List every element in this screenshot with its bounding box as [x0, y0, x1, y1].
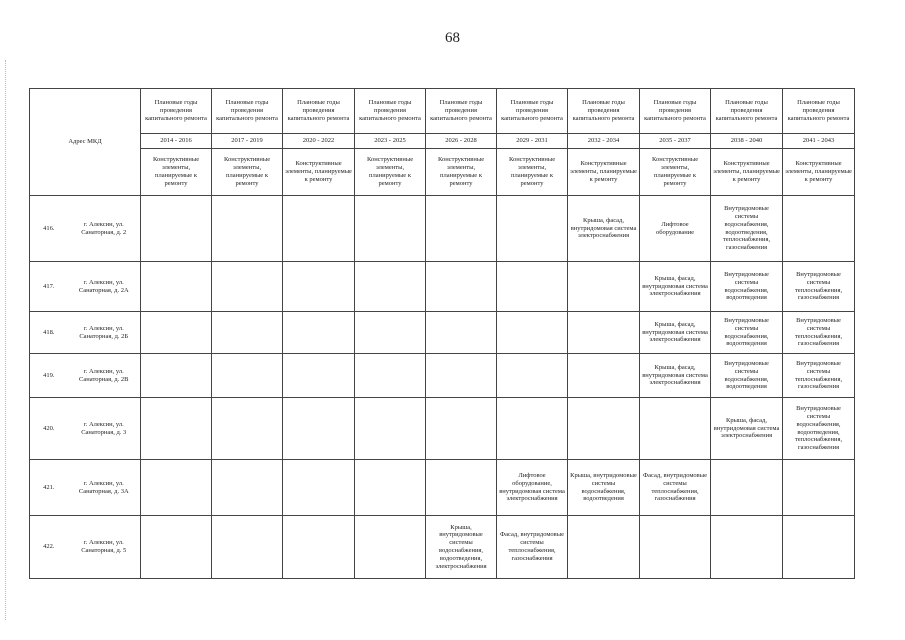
plan-years-header: Плановые годы проведения капитального ремонта	[426, 89, 497, 134]
repair-elements-cell	[141, 312, 212, 354]
repair-elements-cell	[426, 460, 497, 516]
repair-elements-cell	[568, 354, 640, 398]
elements-header: Конструктивные элементы, планируемые к ремонту	[568, 149, 640, 196]
repair-elements-cell	[497, 196, 568, 262]
row-number: 419.	[30, 354, 68, 398]
address-cell: г. Алексин, ул. Санаторная, д. 3А	[68, 460, 141, 516]
repair-elements-cell	[283, 196, 355, 262]
repair-elements-cell	[283, 516, 355, 579]
elements-header: Конструктивные элементы, планируемые к ремонту	[212, 149, 283, 196]
repair-elements-cell	[568, 312, 640, 354]
capital-repair-schedule-table	[29, 88, 855, 579]
elements-header: Конструктивные элементы, планируемые к ремонту	[711, 149, 783, 196]
table-row	[30, 312, 855, 354]
repair-elements-cell	[711, 460, 783, 516]
repair-elements-cell	[283, 398, 355, 460]
elements-header: Конструктивные элементы, планируемые к ремонту	[355, 149, 426, 196]
repair-elements-cell: Крыша, фасад, внутридомовая система электроснабжения	[640, 354, 711, 398]
row-number: 418.	[30, 312, 68, 354]
repair-elements-cell	[212, 262, 283, 312]
elements-header: Конструктивные элементы, планируемые к ремонту	[426, 149, 497, 196]
repair-elements-cell	[568, 398, 640, 460]
repair-elements-cell: Крыша, фасад, внутридомовая система электроснабжения	[640, 262, 711, 312]
repair-elements-cell	[568, 516, 640, 579]
table-row	[30, 354, 855, 398]
row-number: 422.	[30, 516, 68, 579]
repair-elements-cell	[283, 354, 355, 398]
plan-years-header: Плановые годы проведения капитального ремонта	[283, 89, 355, 134]
repair-elements-cell: Внутридомовые системы водоснабжения, водоотведения	[711, 262, 783, 312]
repair-elements-cell	[283, 262, 355, 312]
repair-elements-cell	[212, 312, 283, 354]
row-number: 417.	[30, 262, 68, 312]
repair-elements-cell	[355, 398, 426, 460]
repair-elements-cell	[141, 354, 212, 398]
repair-elements-cell	[355, 460, 426, 516]
margin-binding-marks	[5, 60, 12, 620]
repair-elements-cell	[640, 398, 711, 460]
plan-years-header: Плановые годы проведения капитального ремонта	[711, 89, 783, 134]
plan-years-header: Плановые годы проведения капитального ремонта	[783, 89, 855, 134]
repair-elements-cell	[355, 312, 426, 354]
repair-elements-cell	[212, 196, 283, 262]
address-column-header: Адрес МКД	[30, 89, 141, 196]
repair-elements-cell	[783, 196, 855, 262]
repair-elements-cell	[141, 196, 212, 262]
address-cell: г. Алексин, ул. Санаторная, д. 2В	[68, 354, 141, 398]
address-cell: г. Алексин, ул. Санаторная, д. 2	[68, 196, 141, 262]
repair-elements-cell: Внутридомовые системы водоснабжения, водоотведения, теплоснабжения, газоснабжения	[783, 398, 855, 460]
repair-elements-cell	[355, 196, 426, 262]
repair-elements-cell	[355, 516, 426, 579]
period-header: 2023 - 2025	[355, 134, 426, 149]
elements-header: Конструктивные элементы, планируемые к ремонту	[783, 149, 855, 196]
repair-elements-cell: Крыша, внутридомовые системы водоснабжения, водоотведения, электроснабжения	[426, 516, 497, 579]
repair-elements-cell	[355, 262, 426, 312]
repair-elements-cell	[212, 516, 283, 579]
period-header: 2020 - 2022	[283, 134, 355, 149]
table-row	[30, 398, 855, 460]
row-number: 420.	[30, 398, 68, 460]
repair-elements-cell	[141, 516, 212, 579]
repair-elements-cell	[426, 196, 497, 262]
plan-years-header: Плановые годы проведения капитального ремонта	[497, 89, 568, 134]
repair-elements-cell: Внутридомовые системы водоснабжения, водоотведения, теплоснабжения, газоснабжения	[711, 196, 783, 262]
repair-elements-cell	[283, 312, 355, 354]
repair-elements-cell: Внутридомовые системы теплоснабжения, газоснабжения	[783, 312, 855, 354]
repair-elements-cell: Крыша, фасад, внутридомовая система электроснабжения	[568, 196, 640, 262]
address-cell: г. Алексин, ул. Санаторная, д. 2Б	[68, 312, 141, 354]
repair-elements-cell	[141, 398, 212, 460]
repair-elements-cell	[497, 312, 568, 354]
period-header: 2026 - 2028	[426, 134, 497, 149]
table-row	[30, 196, 855, 262]
repair-elements-cell: Внутридомовые системы теплоснабжения, газоснабжения	[783, 354, 855, 398]
repair-elements-cell	[141, 460, 212, 516]
table-row	[30, 262, 855, 312]
repair-elements-cell	[497, 354, 568, 398]
repair-elements-cell	[426, 398, 497, 460]
elements-header: Конструктивные элементы, планируемые к ремонту	[640, 149, 711, 196]
repair-elements-cell	[426, 262, 497, 312]
repair-elements-cell: Крыша, фасад, внутридомовая система электроснабжения	[711, 398, 783, 460]
repair-elements-cell: Фасад, внутридомовые системы теплоснабжения, газоснабжения	[640, 460, 711, 516]
period-header: 2029 - 2031	[497, 134, 568, 149]
repair-elements-cell: Лифтовое оборудование	[640, 196, 711, 262]
period-header: 2035 - 2037	[640, 134, 711, 149]
repair-elements-cell	[640, 516, 711, 579]
repair-elements-cell: Крыша, внутридомовые системы водоснабжения, водоотведения	[568, 460, 640, 516]
row-number: 416.	[30, 196, 68, 262]
repair-elements-cell	[497, 398, 568, 460]
header-row-elements	[30, 149, 855, 196]
elements-header: Конструктивные элементы, планируемые к ремонту	[141, 149, 212, 196]
repair-elements-cell: Внутридомовые системы водоснабжения, водоотведения	[711, 312, 783, 354]
table-row	[30, 460, 855, 516]
repair-elements-cell	[426, 354, 497, 398]
row-number: 421.	[30, 460, 68, 516]
repair-elements-cell	[497, 262, 568, 312]
header-row-periods	[30, 134, 855, 149]
page-number: 68	[445, 30, 460, 46]
repair-elements-cell	[355, 354, 426, 398]
repair-elements-cell	[283, 460, 355, 516]
repair-elements-cell	[783, 516, 855, 579]
repair-elements-cell	[568, 262, 640, 312]
period-header: 2017 - 2019	[212, 134, 283, 149]
plan-years-header: Плановые годы проведения капитального ремонта	[355, 89, 426, 134]
repair-elements-cell: Крыша, фасад, внутридомовая система электроснабжения	[640, 312, 711, 354]
header-row-plan	[30, 89, 855, 134]
plan-years-header: Плановые годы проведения капитального ремонта	[212, 89, 283, 134]
repair-elements-cell: Внутридомовые системы водоснабжения, водоотведения	[711, 354, 783, 398]
repair-elements-cell	[212, 398, 283, 460]
plan-years-header: Плановые годы проведения капитального ремонта	[141, 89, 212, 134]
period-header: 2038 - 2040	[711, 134, 783, 149]
plan-years-header: Плановые годы проведения капитального ремонта	[568, 89, 640, 134]
period-header: 2032 - 2034	[568, 134, 640, 149]
period-header: 2041 - 2043	[783, 134, 855, 149]
repair-elements-cell	[783, 460, 855, 516]
period-header: 2014 - 2016	[141, 134, 212, 149]
elements-header: Конструктивные элементы, планируемые к ремонту	[497, 149, 568, 196]
address-cell: г. Алексин, ул. Санаторная, д. 3	[68, 398, 141, 460]
plan-years-header: Плановые годы проведения капитального ремонта	[640, 89, 711, 134]
elements-header: Конструктивные элементы, планируемые к ремонту	[283, 149, 355, 196]
address-cell: г. Алексин, ул. Санаторная, д. 2А	[68, 262, 141, 312]
table-row	[30, 516, 855, 579]
address-cell: г. Алексин, ул. Санаторная, д. 5	[68, 516, 141, 579]
repair-elements-cell	[426, 312, 497, 354]
repair-elements-cell: Лифтовое оборудование, внутридомовая система электроснабжения	[497, 460, 568, 516]
repair-elements-cell	[711, 516, 783, 579]
repair-elements-cell: Внутридомовые системы теплоснабжения, газоснабжения	[783, 262, 855, 312]
repair-elements-cell: Фасад, внутридомовые системы теплоснабжения, газоснабжения	[497, 516, 568, 579]
repair-elements-cell	[212, 354, 283, 398]
repair-elements-cell	[141, 262, 212, 312]
repair-elements-cell	[212, 460, 283, 516]
